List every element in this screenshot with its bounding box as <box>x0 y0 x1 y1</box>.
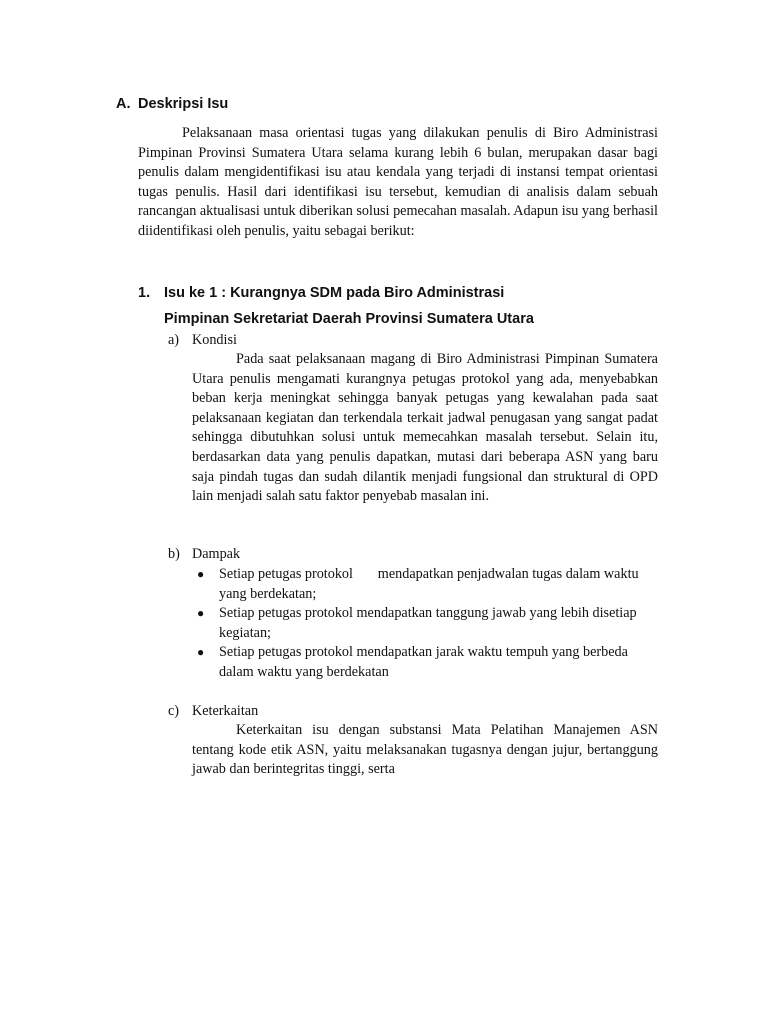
kondisi-marker: a) <box>168 332 180 348</box>
dampak-item <box>192 565 658 604</box>
issue-number: 1. <box>138 285 151 301</box>
bullet-icon: ● <box>197 606 205 621</box>
kondisi-paragraph: Pada saat pelaksanaan magang di Biro Administrasi Pimpinan Sumatera Utara penulis mengamati kurangnya petugas protokol yang ada, menyebabkan beban kerja meningkat sehingga banyak petugas yang kewalahan pada saat pelaksanaan kegiatan dan terkendala terkait jadwal penugasan yang sangat padat sehingga dibutuhkan solusi untuk memecahkan masalah tersebut. Selain itu, berdasarkan data yang penulis dapatkan, mutasi dari beberapa ASN yang baru saja pindah tugas dan sudah dilantik menjadi fungsional dan struktural di OPD lain menjadi salah satu faktor penyebab masalan ini. <box>192 351 658 505</box>
issue-title-line2: Pimpinan Sekretariat Daerah Provinsi Sumatera Utara <box>164 311 534 327</box>
section-title: Deskripsi Isu <box>138 96 229 112</box>
issue-title-line1: Isu ke 1 : Kurangnya SDM pada Biro Administrasi <box>164 285 505 301</box>
section-letter: A. <box>116 96 131 112</box>
kondisi-label <box>168 331 237 351</box>
intro-paragraph: Pelaksanaan masa orientasi tugas yang dilakukan penulis di Biro Administrasi Pimpinan Provinsi Sumatera Utara selama kurang lebih 6 bulan, merupakan dasar bagi penulis dalam mengidentifikasi isu atau kendala yang terjadi di instansi tempat orientasi tugas penulis. Hasil dari identifikasi isu tersebut, kemudian di analisis dalam sebuah rancangan aktualisasi untuk diberikan solusi pemecahan masalah. Adapun isu yang berhasil diidentifikasi oleh penulis, yaitu sebagai berikut: <box>138 125 658 239</box>
dampak-marker: b) <box>168 546 180 562</box>
dampak-item <box>192 604 658 643</box>
kondisi-title: Kondisi <box>192 332 237 348</box>
dampak-label <box>168 545 240 565</box>
bullet-icon: ● <box>197 567 205 581</box>
keterkaitan-paragraph: Keterkaitan isu dengan substansi Mata Pelatihan Manajemen ASN tentang kode etik ASN, yaitu melaksanakan tugasnya dengan jujur, bertanggung jawab dan berintegritas tinggi, serta <box>192 722 658 778</box>
dampak-item <box>192 643 658 682</box>
keterkaitan-title: Keterkaitan <box>192 703 259 719</box>
bullet-icon: ● <box>197 645 205 660</box>
issue-heading <box>138 280 534 332</box>
dampak-list <box>192 565 658 683</box>
dampak-item-text: Setiap petugas protokol mendapatkan jarak waktu tempuh yang berbeda dalam waktu yang berdekatan <box>219 644 628 680</box>
keterkaitan-marker: c) <box>168 703 180 719</box>
dampak-title: Dampak <box>192 546 241 562</box>
keterkaitan-label <box>168 702 258 722</box>
section-heading <box>116 96 228 112</box>
dampak-item-text: Setiap petugas protokol mendapatkan tanggung jawab yang lebih disetiap kegiatan; <box>219 605 637 641</box>
dampak-item-text: Setiap petugas protokol mendapatkan penjadwalan tugas dalam waktu yang berdekatan; <box>219 566 643 602</box>
